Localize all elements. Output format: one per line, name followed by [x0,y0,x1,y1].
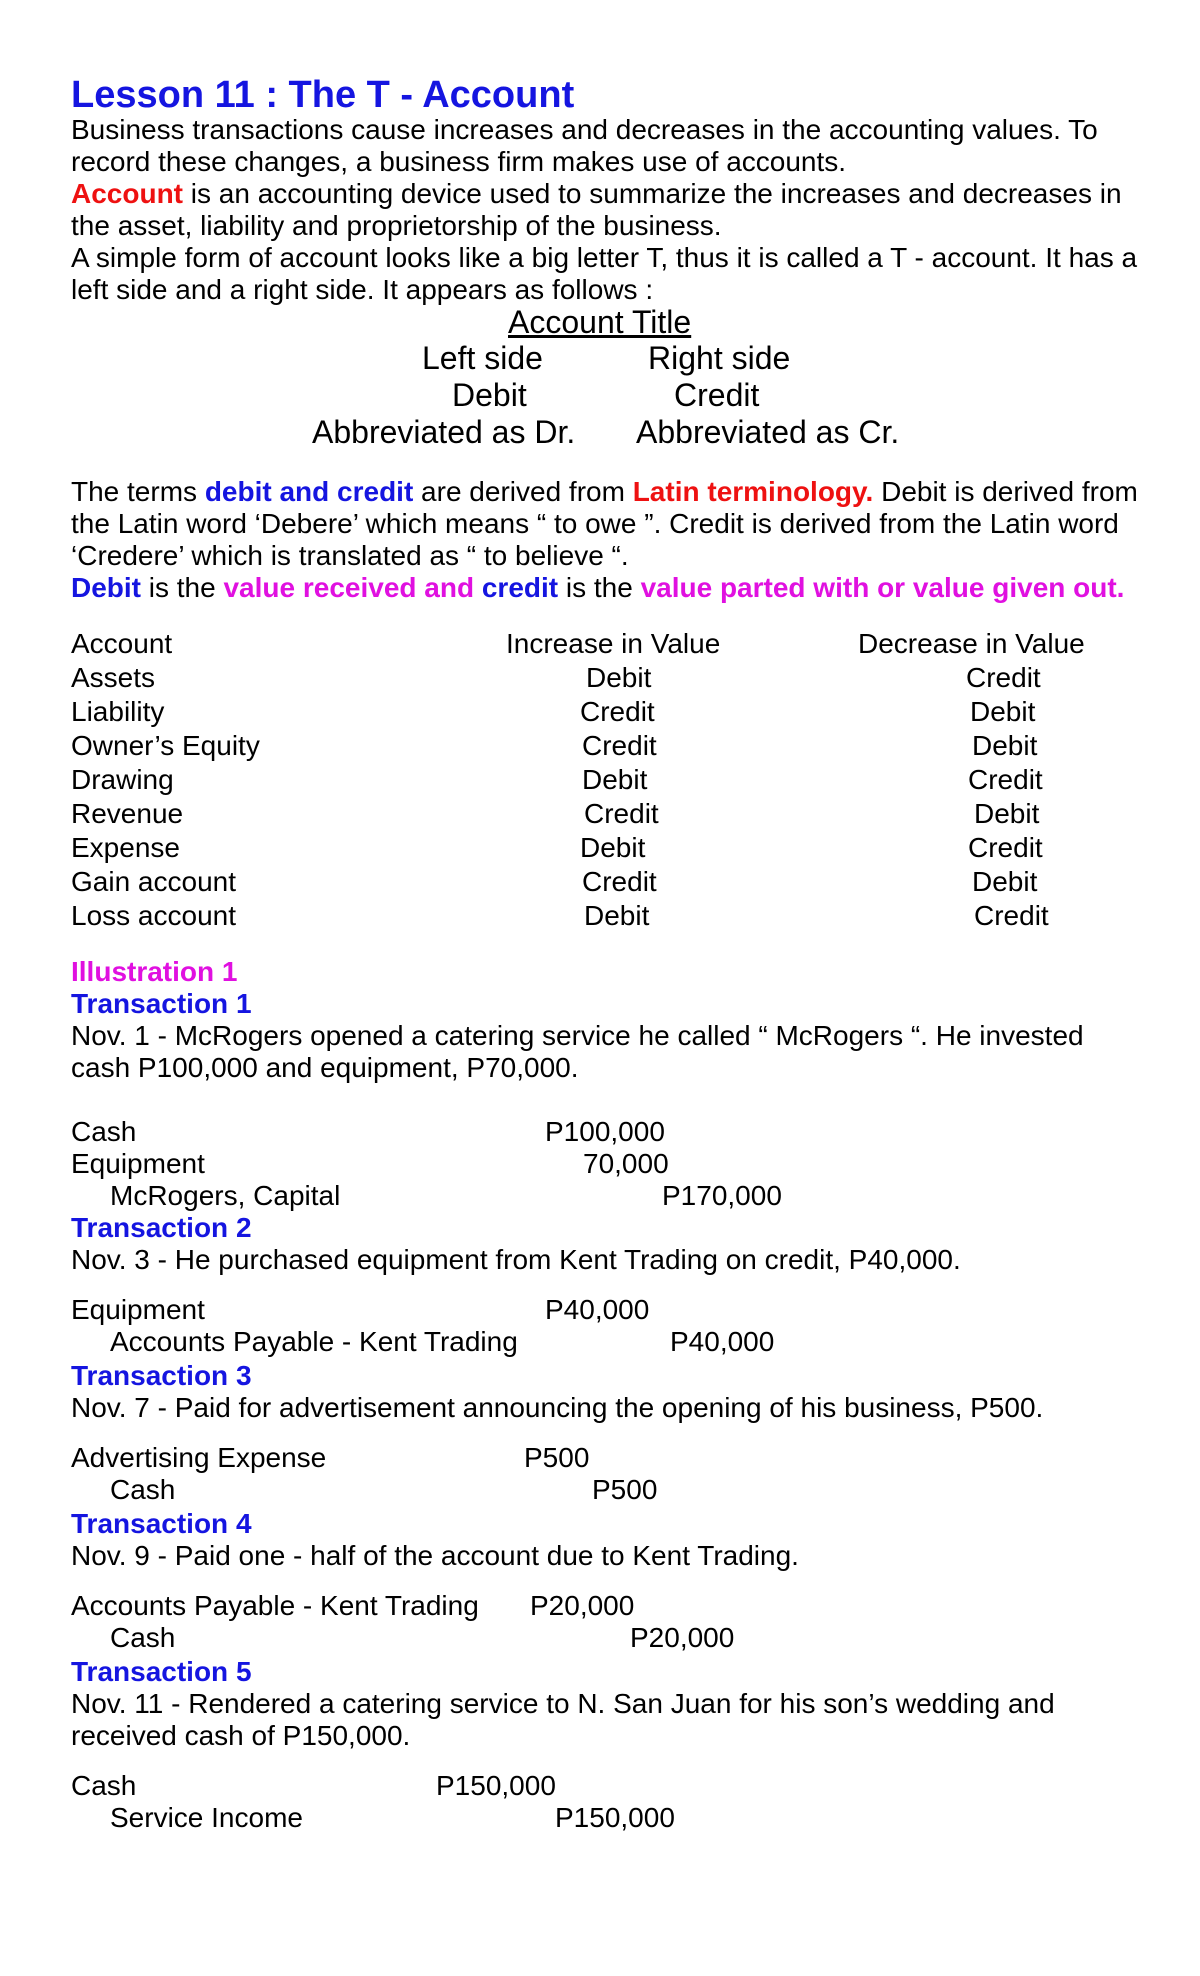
debit-and-credit-term: debit and credit [204,476,414,507]
simple-form-line-2: left side and a right side. It appears as follows : [71,274,654,305]
rules-row-increase: Debit [586,662,652,693]
terms-text: are derived from [413,476,633,507]
illustration-heading: Illustration 1 [71,956,238,987]
rules-row-increase: Credit [582,866,657,897]
entry-account: Advertising Expense [71,1442,327,1473]
entry-account: Cash [71,1116,137,1147]
transaction-description: Nov. 3 - He purchased equipment from Kent Trading on credit, P40,000. [71,1244,961,1275]
t-account-credit: Credit [674,377,760,413]
latin-terminology-term: Latin terminology. [632,476,874,507]
entry-credit: P40,000 [670,1326,775,1357]
rules-row-decrease: Credit [968,764,1043,795]
definition-rest: is an accounting device used to summarize the increases and decreases in [183,178,1122,209]
rules-row-increase: Credit [580,696,655,727]
lesson-title: Lesson 11 : The T - Account [71,74,575,116]
rules-row-account: Assets [71,662,156,693]
rules-header-account: Account [71,628,173,659]
rules-row-account: Drawing [71,764,174,795]
rules-row-decrease: Debit [972,866,1038,897]
rules-header-increase: Increase in Value [506,628,721,659]
terms-text: The terms [71,476,205,507]
debit-term: Debit [71,572,141,603]
entry-credit: P170,000 [662,1180,782,1211]
transaction-description: Nov. 9 - Paid one - half of the account due to Kent Trading. [71,1540,799,1571]
terms-text: is the [558,572,641,603]
transaction-description: Nov. 11 - Rendered a catering service to N. San Juan for his son’s wedding and [71,1688,1055,1719]
rules-header-decrease: Decrease in Value [858,628,1085,659]
entry-account: Equipment [71,1294,205,1325]
account-term: Account [71,178,183,209]
entry-credit: P500 [592,1474,658,1505]
entry-debit: P40,000 [545,1294,650,1325]
transaction-description: received cash of P150,000. [71,1720,411,1751]
credit-term: credit [481,572,559,603]
rules-row-account: Expense [71,832,180,863]
t-account-left-side: Left side [422,340,543,376]
rules-row-account: Gain account [71,866,236,897]
terms-line-1 [71,478,1138,506]
value-received-term: value received and [223,572,482,603]
terms-line-3: ‘Credere’ which is translated as “ to believe “. [71,540,629,571]
terms-text: is the [141,572,224,603]
rules-row-increase: Debit [582,764,648,795]
entry-account: Cash [110,1474,176,1505]
rules-row-account: Liability [71,696,165,727]
t-account-debit: Debit [452,377,527,413]
value-given-out-term: value parted with or value given out. [640,572,1125,603]
terms-line-4 [71,574,1124,602]
transaction-description: Nov. 1 - McRogers opened a catering service he called “ McRogers “. He invested [71,1020,1084,1051]
rules-row-decrease: Credit [968,832,1043,863]
rules-row-increase: Credit [584,798,659,829]
transaction-heading: Transaction 5 [71,1656,252,1687]
entry-debit: P150,000 [436,1770,556,1801]
entry-debit: 70,000 [583,1148,669,1179]
transaction-heading: Transaction 1 [71,988,252,1019]
terms-line-2: the Latin word ‘Debere’ which means “ to owe ”. Credit is derived from the Latin word [71,508,1119,539]
t-account-abbr-dr: Abbreviated as Dr. [312,414,576,450]
entry-account: Service Income [110,1802,303,1833]
entry-account: Equipment [71,1148,205,1179]
rules-row-decrease: Credit [974,900,1049,931]
intro-line-1: Business transactions cause increases and decreases in the accounting values. To [71,114,1098,145]
rules-row-decrease: Credit [966,662,1041,693]
t-account-title: Account Title [508,304,692,340]
transaction-heading: Transaction 3 [71,1360,252,1391]
rules-row-decrease: Debit [972,730,1038,761]
entry-credit: P150,000 [555,1802,675,1833]
t-account-abbr-cr: Abbreviated as Cr. [636,414,900,450]
simple-form-line-1: A simple form of account looks like a big letter T, thus it is called a T - account. It has a [71,242,1138,273]
entry-account: Accounts Payable - Kent Trading [110,1326,518,1357]
rules-row-decrease: Debit [974,798,1040,829]
rules-row-increase: Credit [582,730,657,761]
rules-row-increase: Debit [584,900,650,931]
transaction-description: Nov. 7 - Paid for advertisement announcing the opening of his business, P500. [71,1392,1044,1423]
entry-debit: P500 [524,1442,590,1473]
entry-debit: P20,000 [530,1590,635,1621]
entry-credit: P20,000 [630,1622,735,1653]
entry-account: Accounts Payable - Kent Trading [71,1590,479,1621]
terms-text: Debit is derived from [873,476,1138,507]
rules-row-account: Owner’s Equity [71,730,260,761]
rules-row-decrease: Debit [970,696,1036,727]
entry-debit: P100,000 [545,1116,665,1147]
transaction-heading: Transaction 2 [71,1212,252,1243]
transaction-heading: Transaction 4 [71,1508,252,1539]
transaction-description: cash P100,000 and equipment, P70,000. [71,1052,579,1083]
rules-row-increase: Debit [580,832,646,863]
definition-line-1 [71,180,1122,208]
rules-row-account: Revenue [71,798,184,829]
entry-account: McRogers, Capital [110,1180,341,1211]
t-account-right-side: Right side [648,340,791,376]
definition-line-2: the asset, liability and proprietorship of the business. [71,210,722,241]
intro-line-2: record these changes, a business firm makes use of accounts. [71,146,847,177]
rules-row-account: Loss account [71,900,236,931]
entry-account: Cash [110,1622,176,1653]
entry-account: Cash [71,1770,137,1801]
